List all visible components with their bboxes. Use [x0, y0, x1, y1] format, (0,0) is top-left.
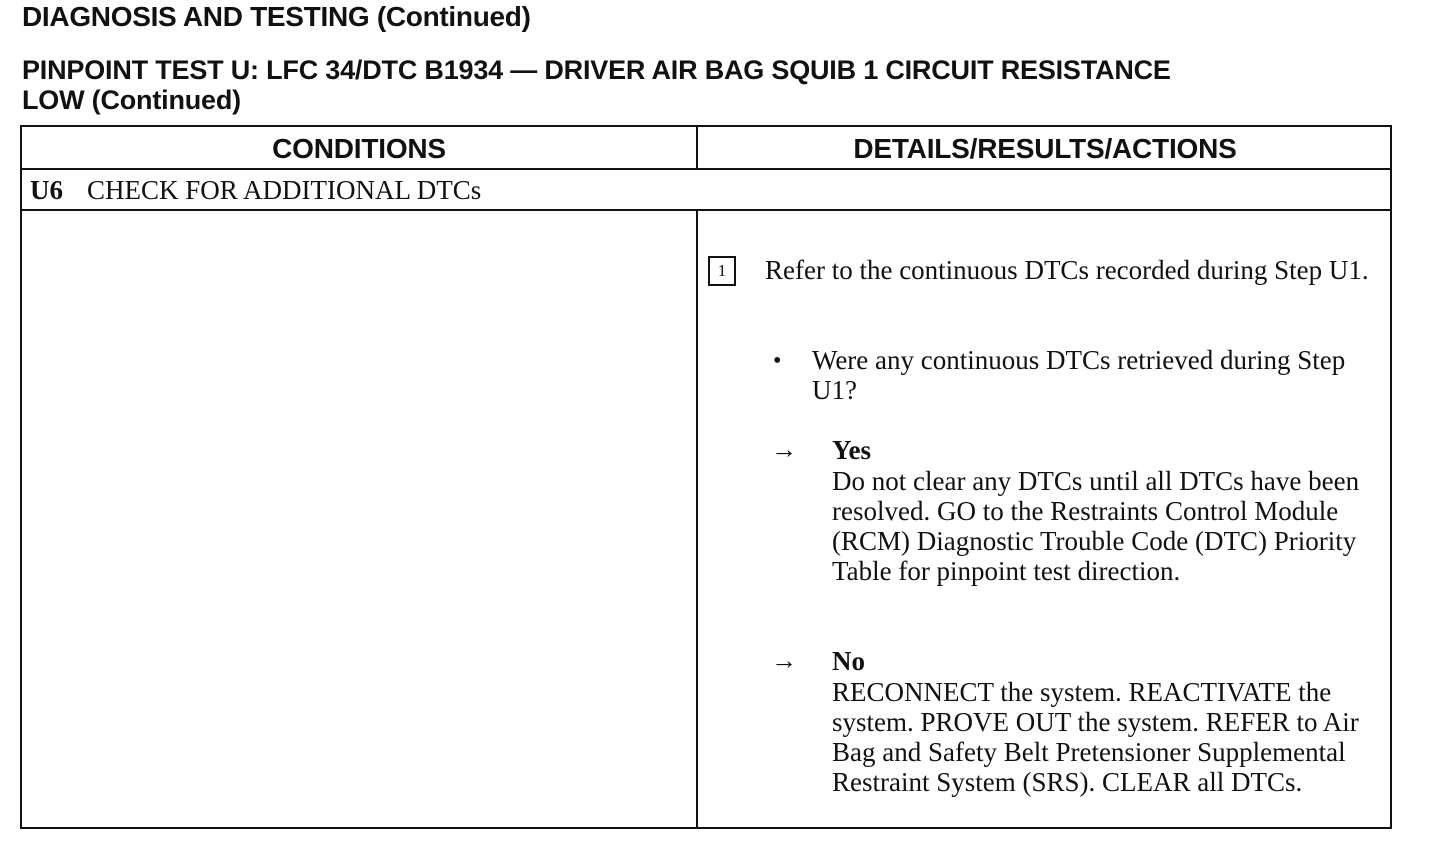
- pinpoint-test-table: [20, 125, 1392, 829]
- question-text: Were any continuous DTCs retrieved during Step U1?: [812, 345, 1346, 405]
- details-cell: [698, 211, 1390, 827]
- document-heading: DIAGNOSIS AND TESTING (Continued): [22, 1, 531, 32]
- test-title-line-1: PINPOINT TEST U: LFC 34/DTC B1934 — DRIVER AIR BAG SQUIB 1 CIRCUIT RESISTANCE: [22, 55, 1171, 85]
- no-arrow-icon: →: [771, 646, 797, 675]
- step-title: CHECK FOR ADDITIONAL DTCs: [87, 175, 482, 205]
- header-separator: [22, 168, 1390, 170]
- yes-arrow-icon: →: [771, 435, 797, 464]
- bullet-icon: •: [773, 348, 782, 374]
- details-column-header: DETAILS/RESULTS/ACTIONS: [853, 133, 1237, 164]
- instruction-text: Refer to the continuous DTCs recorded during Step U1.: [765, 255, 1369, 285]
- pinpoint-test-title: [22, 55, 1412, 115]
- step-number-box: 1: [708, 256, 736, 286]
- step-id: U6: [30, 175, 63, 205]
- yes-action-text: Do not clear any DTCs until all DTCs have been resolved. GO to the Restraints Control Module (RCM) Diagnostic Trouble Code (DTC) Priority Table for pinpoint test direction.: [832, 466, 1360, 586]
- step-row: [30, 171, 481, 209]
- test-title-line-2: LOW (Continued): [22, 85, 241, 115]
- no-label: No: [832, 646, 865, 676]
- yes-label: Yes: [832, 435, 871, 465]
- conditions-column-header: CONDITIONS: [272, 133, 446, 164]
- no-action-text: RECONNECT the system. REACTIVATE the system. PROVE OUT the system. REFER to Air Bag and Safety Belt Pretensioner Supplemental Restraint System (SRS). CLEAR all DTCs.: [832, 677, 1359, 797]
